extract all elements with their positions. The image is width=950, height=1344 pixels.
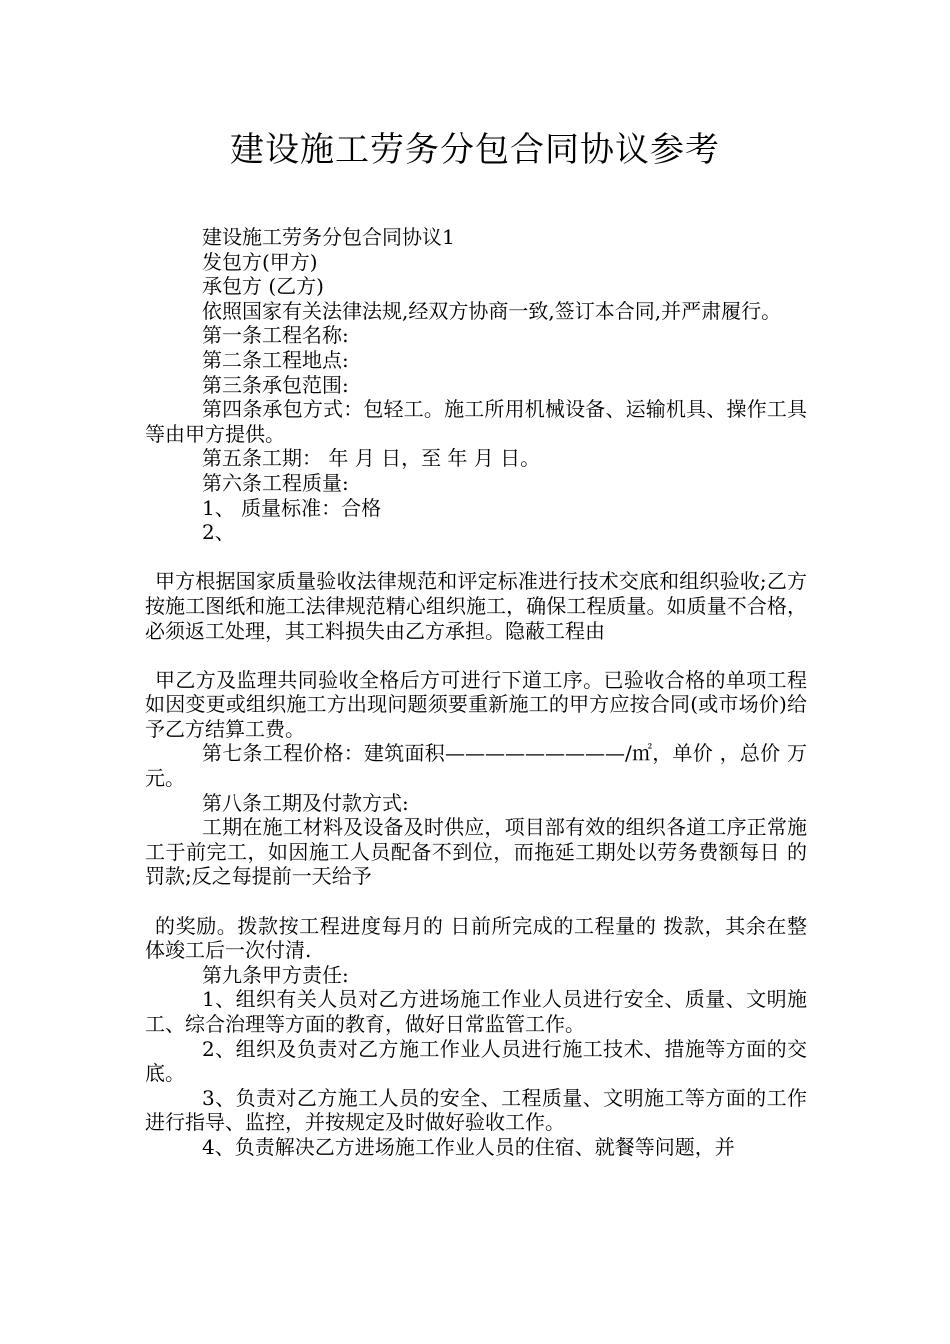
clause-9-item-3: 3、负责对乙方施工人员的安全、工程质量、文明施工等方面的工作进行指导、监控，并按规定及时做好验收工作。 bbox=[145, 1085, 807, 1135]
clause-8: 第八条工期及付款方式: bbox=[202, 790, 409, 815]
document-title: 建设施工劳务分包合同协议参考 bbox=[230, 130, 720, 170]
clause-1: 第一条工程名称: bbox=[202, 323, 349, 348]
clause-8-body: 工期在施工材料及设备及时供应，项目部有效的组织各道工序正常施工于前完工，如因施工人员配备不到位，而拖延工期处以劳务费额每日 的罚款;反之每提前一天给予 bbox=[145, 815, 807, 889]
clause-7: 第七条工程价格：建筑面积—————————/㎡，单价 ，总价 万元。 bbox=[145, 741, 807, 791]
party-a-line: 发包方(甲方) bbox=[202, 249, 318, 274]
party-b-line: 承包方 (乙方) bbox=[202, 274, 324, 299]
clause-6-item-2: 2、 bbox=[202, 520, 235, 545]
quality-paragraph-1: 甲方根据国家质量验收法律规范和评定标准进行技术交底和组织验收;乙方按施工图纸和施工法律规范精心组织施工，确保工程质量。如质量不合格，必须返工处理，其工料损失由乙方承担。隐蔽工程由 bbox=[145, 569, 807, 643]
clause-6: 第六条工程质量: bbox=[202, 470, 349, 495]
contract-subtitle: 建设施工劳务分包合同协议1 bbox=[202, 225, 455, 249]
document-body bbox=[145, 225, 807, 1160]
clause-6-item-1: 1、 质量标准：合格 bbox=[202, 495, 382, 520]
clause-8-continuation: 的奖励。拨款按工程进度每月的 日前所完成的工程量的 拨款，其余在整体竣工后一次付清. bbox=[145, 913, 807, 963]
paragraph-gap bbox=[145, 643, 807, 668]
clause-3: 第三条承包范围: bbox=[202, 372, 349, 397]
quality-paragraph-2: 甲乙方及监理共同验收全格后方可进行下道工序。已验收合格的单项工程如因变更或组织施工方出现问题须要重新施工的甲方应按合同(或市场价)给予乙方结算工费。 bbox=[145, 667, 807, 741]
clause-9: 第九条甲方责任: bbox=[202, 962, 349, 987]
clause-5: 第五条工期： 年 月 日，至 年 月 日。 bbox=[202, 446, 541, 471]
clause-2: 第二条工程地点: bbox=[202, 347, 349, 372]
clause-9-item-1: 1、组织有关人员对乙方进场施工作业人员进行安全、质量、文明施工、综合治理等方面的教育，做好日常监管工作。 bbox=[145, 987, 807, 1036]
paragraph-gap bbox=[145, 889, 807, 914]
clause-4: 第四条承包方式：包轻工。施工所用机械设备、运输机具、操作工具等由甲方提供。 bbox=[145, 397, 807, 446]
preamble-paragraph: 依照国家有关法律法规,经双方协商一致,签订本合同,并严肃履行。 bbox=[202, 298, 782, 323]
paragraph-gap bbox=[145, 545, 807, 570]
clause-9-item-4: 4、负责解决乙方进场施工作业人员的住宿、就餐等问题，并 bbox=[202, 1134, 735, 1159]
clause-9-item-2: 2、组织及负责对乙方施工作业人员进行施工技术、措施等方面的交底。 bbox=[145, 1036, 807, 1086]
